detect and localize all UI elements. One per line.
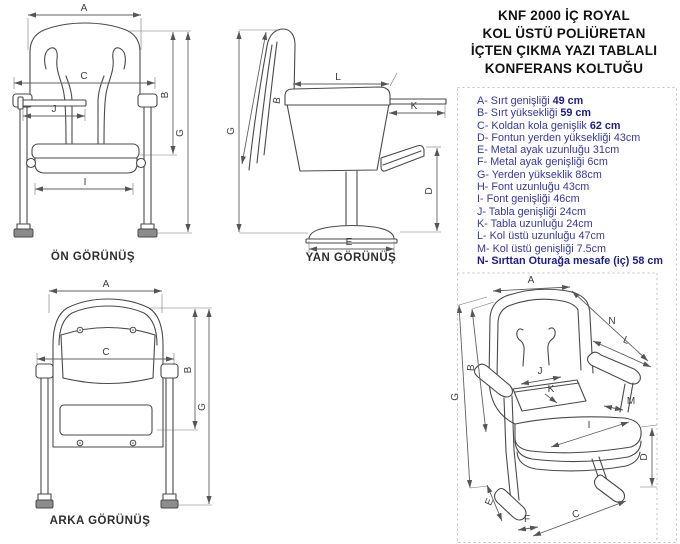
spec-item-l	[477, 230, 663, 242]
right-armrest-cap	[138, 94, 157, 107]
spec-value: 49 cm	[552, 95, 584, 107]
side-dim-label-k: K	[410, 101, 418, 112]
right-armrest-cap	[161, 364, 178, 378]
spec-label: B- Sırt yüksekliği	[477, 107, 558, 120]
screw-dot	[132, 442, 134, 444]
back-panel-lower	[60, 405, 152, 435]
extension-line	[472, 302, 494, 309]
spec-label: E- Metal ayak uzunluğu	[477, 144, 590, 157]
spec-item-c	[477, 120, 663, 132]
dim-line-f	[518, 527, 538, 530]
back-view	[36, 279, 212, 508]
center-skid-foot	[595, 475, 625, 502]
title-line: KONFERANS KOLTUĞU	[484, 60, 644, 76]
spec-item-m	[477, 243, 663, 255]
persp-dim-label-g: G	[449, 392, 462, 402]
spec-label: M- Kol üstü genişliği	[477, 242, 574, 255]
spec-item-a	[477, 95, 663, 107]
spec-label: J- Tabla genişliği	[477, 205, 557, 218]
persp-dim-label-l: L	[621, 334, 631, 347]
persp-dim-label-c: C	[570, 508, 582, 522]
cushion-stitch-left	[517, 329, 524, 366]
spec-value: 46cm	[553, 193, 580, 206]
spec-value: 88cm	[575, 168, 602, 181]
tablet-slide	[390, 99, 446, 104]
spec-value: 43cm	[562, 181, 590, 194]
dim-line-m	[604, 406, 623, 410]
spec-label: D- Fontun yerden yüksekliği	[477, 131, 611, 144]
spec-label: C- Koldan kola genişlik	[477, 119, 587, 132]
extension-line	[641, 425, 657, 427]
front-dim-label-j: J	[51, 104, 57, 115]
spec-value: 7.5cm	[576, 242, 607, 255]
side-dim-label-d: D	[424, 187, 435, 195]
side-dim-label-g: G	[226, 127, 237, 135]
screw-dot	[132, 329, 134, 331]
spec-label: N- Sırttan Oturağa mesafe (iç)	[477, 254, 630, 267]
extension-line	[470, 486, 488, 488]
dim-line-b	[242, 32, 266, 164]
left-foot	[36, 500, 53, 508]
seat-stitch-right	[104, 48, 125, 145]
spec-item-d	[477, 132, 663, 144]
persp-dim-label-d: D	[639, 453, 650, 461]
seat-pivot-left	[27, 159, 36, 168]
spec-value: 24cm	[566, 217, 593, 230]
spec-label: H- Font uzunluğu	[477, 181, 560, 194]
screw-dot	[79, 329, 81, 331]
spec-value: 58 cm	[632, 254, 664, 267]
spec-value: 24cm	[559, 205, 587, 218]
back-dim-label-a: A	[102, 279, 110, 290]
spec-label: I- Font genişliği	[477, 193, 551, 206]
cushion-stitch-right	[548, 328, 555, 365]
extension-line	[459, 297, 487, 305]
left-arm-post	[504, 398, 506, 452]
right-arm-post	[620, 384, 625, 412]
spec-item-b	[477, 107, 663, 119]
seat-cushion	[515, 417, 641, 453]
left-armrest-cap	[36, 364, 53, 378]
seat-stitch-left-inner	[66, 76, 72, 145]
spec-value: 6cm	[587, 156, 608, 169]
spec-item-f	[477, 156, 663, 168]
persp-dim-label-m: M	[626, 396, 636, 407]
front-dim-label-c: C	[80, 71, 88, 82]
screw-dot	[79, 442, 81, 444]
persp-dim-label-k: K	[547, 384, 555, 395]
persp-dim-label-j: J	[537, 366, 543, 377]
persp-dim-label-f: F	[523, 514, 531, 525]
left-foot	[14, 229, 33, 237]
spec-item-e	[477, 144, 663, 156]
side-dim-label-b: B	[271, 96, 284, 105]
seat-pivot-right	[137, 159, 146, 168]
backrest-outline	[30, 23, 140, 96]
persp-dim-label-e: E	[483, 496, 497, 508]
front-dim-label-i: I	[83, 177, 87, 188]
spec-item-g	[477, 169, 663, 181]
title-line: İÇTEN ÇIKMA YAZI TABLALI	[470, 43, 658, 58]
back-dim-label-c: C	[102, 347, 110, 358]
perspective-view	[450, 275, 657, 536]
spec-value: 47cm	[578, 230, 605, 243]
back-dim-label-g: G	[197, 403, 208, 411]
spec-item-n	[477, 255, 663, 267]
spec-value: 62 cm	[589, 119, 621, 132]
front-dim-label-a: A	[80, 3, 88, 14]
title-line: KNF 2000 İÇ ROYAL	[498, 8, 630, 23]
spec-item-k	[477, 218, 663, 230]
persp-dim-label-b: B	[465, 363, 478, 372]
right-armrest-pad	[588, 352, 641, 384]
product-title	[450, 7, 678, 77]
seat-pan	[35, 158, 137, 173]
persp-dim-label-n: N	[608, 316, 616, 327]
side-body	[287, 104, 389, 171]
spec-value: 43cm	[613, 131, 641, 144]
spec-item-h	[477, 181, 663, 193]
front-view	[13, 3, 192, 237]
seat-stitch-left	[45, 48, 66, 145]
right-foot	[138, 229, 157, 237]
spec-label: K- Tabla uzunluğu	[477, 217, 564, 230]
back-view-caption: ARKA GÖRÜNÜŞ	[49, 515, 151, 527]
spec-item-i	[477, 193, 663, 205]
seat-cushion	[32, 144, 139, 159]
spec-label: F- Metal ayak genişliği	[477, 156, 585, 169]
spec-label: G- Yerden yükseklik	[477, 168, 573, 181]
persp-dim-label-i: I	[587, 420, 591, 431]
spec-value: 59 cm	[560, 107, 592, 120]
seat-stitch-right-inner	[98, 76, 104, 145]
spec-item-j	[477, 206, 663, 218]
right-foot	[161, 500, 178, 508]
back-dim-label-b: B	[183, 366, 194, 374]
dimension-spec-list	[477, 95, 663, 267]
armrest	[285, 87, 390, 105]
persp-dim-label-a: A	[527, 275, 535, 286]
side-view-caption: YAN GÖRÜNÜŞ	[305, 252, 397, 264]
front-view-caption: ÖN GÖRÜNÜŞ	[50, 251, 136, 263]
front-dim-label-g: G	[175, 129, 186, 137]
side-view	[226, 29, 446, 253]
side-dim-label-e: E	[345, 237, 353, 248]
spec-label: L- Kol üstü uzunluğu	[477, 230, 576, 243]
title-line: KOL ÜSTÜ POLİÜRETAN	[482, 25, 646, 41]
extension-line	[390, 73, 397, 86]
front-dim-label-b: B	[160, 91, 171, 99]
side-dim-label-l: L	[335, 72, 341, 83]
spec-label: A- Sırt genişliği	[477, 95, 550, 107]
tablet-bracket	[18, 97, 23, 109]
spec-value: 31cm	[592, 144, 620, 157]
